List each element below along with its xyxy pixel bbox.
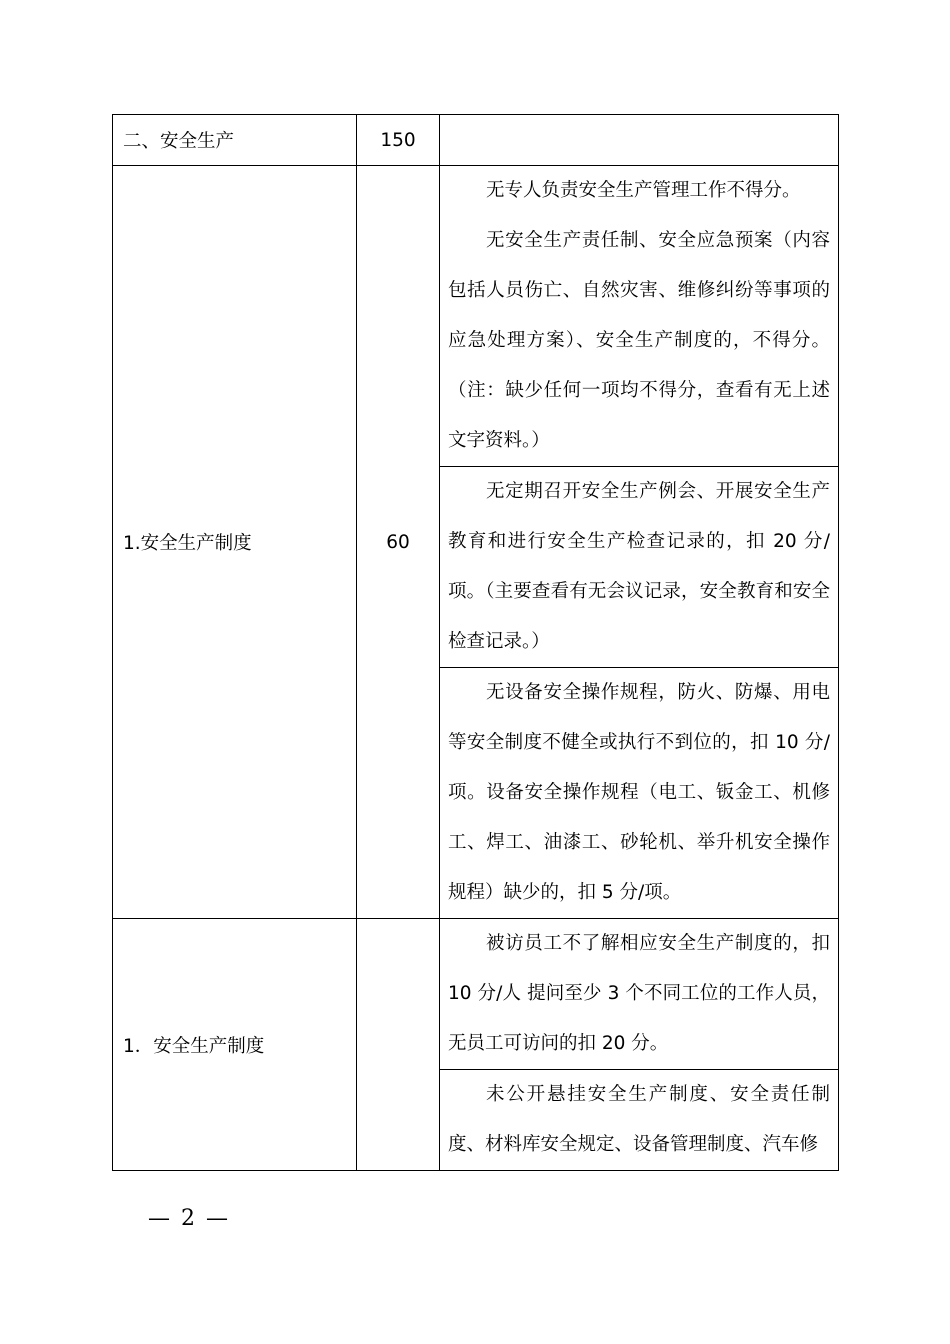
criteria-paragraph: 无设备安全操作规程，防火、防爆、用电等安全制度不健全或执行不到位的，扣 10 分/项。设备安全操作规程（电工、钣金工、机修工、焊工、油漆工、砂轮机、举升机安全操作规程）缺少的，扣 5 分/项。 (448, 682, 830, 903)
table-row (113, 919, 839, 1070)
scoring-table (112, 114, 839, 1171)
item1-criteria-1 (440, 166, 839, 467)
item2-criteria-2 (440, 1070, 839, 1171)
item1-criteria-3 (440, 668, 839, 919)
item2-score (357, 919, 440, 1171)
criteria-paragraph: 无安全生产责任制、安全应急预案（内容包括人员伤亡、自然灾害、维修纠纷等事项的应急处理方案）、安全生产制度的，不得分。（注：缺少任何一项均不得分，查看有无上述文字资料。） (448, 230, 830, 451)
item1-criteria-2 (440, 467, 839, 668)
criteria-paragraph: 未公开悬挂安全生产制度、安全责任制度、材料库安全规定、设备管理制度、汽车修 (448, 1084, 830, 1155)
criteria-paragraph: 无专人负责安全生产管理工作不得分。 (486, 180, 801, 201)
section-criteria (440, 115, 839, 166)
item2-criteria-1 (440, 919, 839, 1070)
item1-score: 60 (357, 166, 440, 919)
criteria-paragraph: 无定期召开安全生产例会、开展安全生产教育和进行安全生产检查记录的，扣 20 分/项。（主要查看有无会议记录，安全教育和安全检查记录。） (448, 481, 830, 652)
item1-label: 1.安全生产制度 (113, 166, 357, 919)
criteria-paragraph: 被访员工不了解相应安全生产制度的，扣 10 分/人 提问至少 3 个不同工位的工作人员，无员工可访问的扣 20 分。 (448, 933, 830, 1054)
section-label: 二、安全生产 (113, 115, 357, 166)
section-score: 150 (357, 115, 440, 166)
section-row (113, 115, 839, 166)
page-number: — 2 — (148, 1206, 230, 1231)
table-row (113, 166, 839, 467)
item2-label: 1．安全生产制度 (113, 919, 357, 1171)
